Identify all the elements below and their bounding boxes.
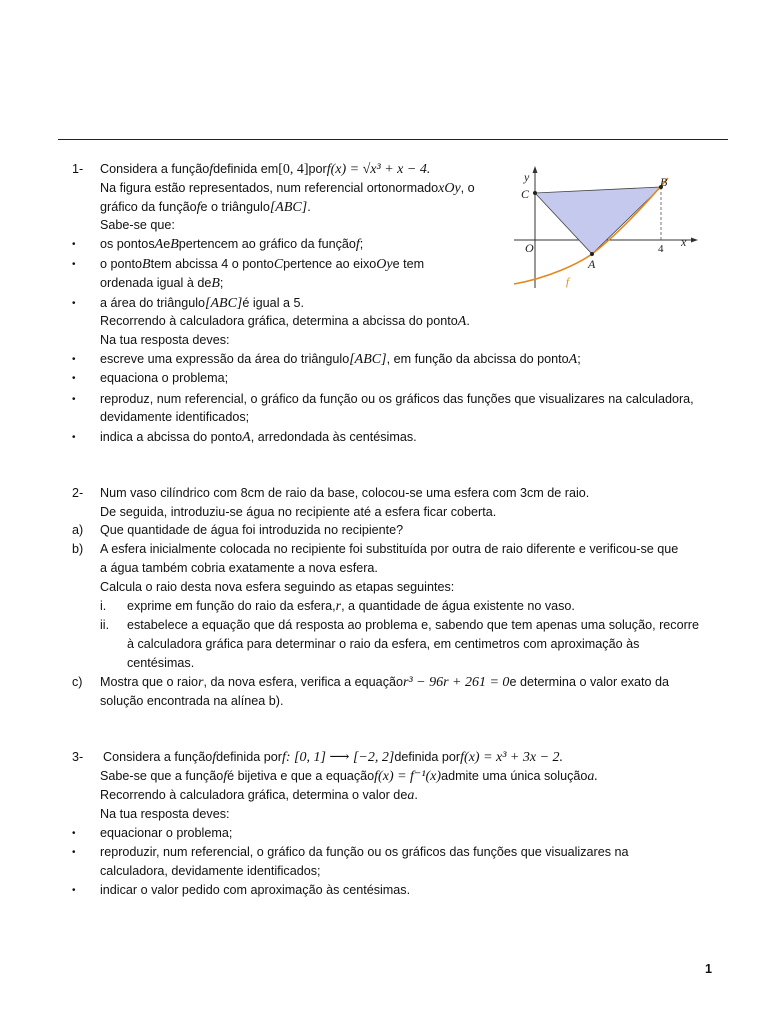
text-run: o ponto: [100, 257, 143, 271]
bullet: •: [72, 828, 76, 839]
item-number: a): [72, 523, 84, 537]
bullet: •: [72, 432, 76, 443]
text-run: Num vaso cilíndrico com 8cm de raio da base, colocou-se uma esfera com 3cm de raio.: [100, 486, 590, 500]
text-line: [0, 654, 768, 673]
text-run: , da nova esfera, verifica a equação: [203, 675, 403, 689]
math-expression: f(x) = f⁻¹(x): [374, 769, 442, 784]
math-expression: f: [0, 1] ⟶ [−2, 2]: [281, 750, 395, 765]
triangle-abc: [535, 187, 661, 254]
text-line: [0, 862, 768, 881]
item-number: 1-: [72, 162, 84, 176]
text-line: [0, 881, 768, 900]
label-4: 4: [658, 243, 664, 255]
text-line: [0, 692, 768, 711]
text-run: ;: [359, 237, 364, 251]
text-run: e tem: [392, 257, 425, 271]
math-expression: B: [142, 257, 151, 272]
bullet: •: [72, 259, 76, 270]
text-run: equaciona o problema;: [100, 371, 229, 385]
text-run: é bijetiva e que a equação: [227, 769, 375, 783]
text-run: , a quantidade de água existente no vaso.: [341, 599, 575, 613]
text-run: Considera a função: [100, 162, 210, 176]
x-axis-arrow: [691, 238, 698, 243]
text-line: [0, 767, 768, 786]
bullet: •: [72, 354, 76, 365]
math-expression: [0, 4]: [278, 162, 309, 177]
point-a: [590, 252, 594, 256]
label-y: y: [524, 170, 530, 184]
text-run: é igual a 5.: [242, 296, 304, 310]
text-run: estabelece a equação que dá resposta ao problema e, sabendo que tem apenas uma solução, recorre: [127, 618, 700, 632]
text-run: reproduz, num referencial, o gráfico da função ou os gráficos das funções que visualizares na calculadora,: [100, 392, 694, 406]
math-expression: [ABC]: [205, 296, 243, 311]
math-expression: r³ − 96r + 261 = 0: [403, 675, 510, 690]
text-line: [0, 521, 768, 540]
text-line: [0, 294, 768, 313]
text-run: Sabe-se que:: [100, 218, 175, 232]
label-b: B: [660, 175, 668, 189]
text-run: à calculadora gráfica para determinar o raio da esfera, em centimetros com aproximação às: [127, 637, 640, 651]
label-x: x: [681, 235, 687, 249]
page-number: 1: [705, 962, 713, 976]
text-run: ;: [219, 276, 224, 290]
text-run: gráfico da função: [100, 200, 197, 214]
label-c: C: [521, 187, 530, 201]
text-run: .: [414, 788, 418, 802]
label-o: O: [525, 241, 534, 255]
text-line: [0, 559, 768, 578]
text-run: Recorrendo à calculadora gráfica, determina a abcissa do ponto: [100, 314, 458, 328]
text-line: [0, 843, 768, 862]
text-run: pertence ao eixo: [283, 257, 377, 271]
bullet: •: [72, 394, 76, 405]
text-run: , arredondada às centésimas.: [250, 430, 417, 444]
y-axis-arrow: [533, 166, 538, 173]
top-rule: [58, 139, 728, 140]
text-line: [0, 635, 768, 654]
math-expression: r: [335, 599, 342, 614]
math-expression: [ABC]: [269, 200, 308, 215]
text-run: .: [307, 200, 311, 214]
triangle-graph-figure: [508, 160, 704, 290]
item-number: 2-: [72, 486, 84, 500]
math-expression: f: [196, 200, 201, 215]
text-run: De seguida, introduziu-se água no recipiente até a esfera ficar coberta.: [100, 505, 497, 519]
math-expression: f: [209, 162, 214, 177]
text-run: Na figura estão representados, num referencial ortonormado: [100, 181, 439, 195]
text-run: solução encontrada na alínea b).: [100, 694, 284, 708]
text-line: [0, 597, 768, 616]
text-run: centésimas.: [127, 656, 195, 670]
text-line: [0, 748, 768, 767]
math-expression: f(x) = x³ + 3x − 2.: [460, 750, 564, 765]
text-run: tem abcissa 4 o ponto: [150, 257, 274, 271]
text-line: [0, 408, 768, 427]
math-expression: A: [568, 352, 578, 367]
math-expression: C: [273, 257, 284, 272]
text-run: definida por: [216, 750, 282, 764]
text-run: e o triângulo: [200, 200, 270, 214]
text-run: definida em: [213, 162, 279, 176]
label-a: A: [588, 257, 596, 271]
item-number: c): [72, 675, 83, 689]
text-run: A esfera inicialmente colocada no recipiente foi substituída por outra de raio diferente e verificou-se que: [100, 542, 679, 556]
bullet: •: [72, 298, 76, 309]
text-run: por: [308, 162, 327, 176]
math-expression: xOy: [438, 181, 461, 196]
text-run: calculadora, devidamente identificados;: [100, 864, 321, 878]
text-run: admite uma única solução: [441, 769, 588, 783]
text-line: [0, 503, 768, 522]
text-line: [0, 369, 768, 388]
text-line: [0, 331, 768, 350]
text-run: Mostra que o raio: [100, 675, 199, 689]
math-expression: B: [211, 276, 220, 291]
label-f: f: [566, 276, 570, 288]
text-run: equacionar o problema;: [100, 826, 233, 840]
text-line: [0, 428, 768, 447]
text-run: Considera a função: [103, 750, 213, 764]
text-run: Na tua resposta deves:: [100, 807, 230, 821]
text-run: a água também cobria exatamente a nova esfera.: [100, 561, 378, 575]
point-c: [533, 191, 537, 195]
text-run: ;: [577, 352, 581, 366]
text-run: , o: [460, 181, 475, 195]
math-expression: Oy: [376, 257, 393, 272]
text-run: e: [163, 237, 171, 251]
text-line: [0, 484, 768, 503]
text-line: [0, 390, 768, 409]
text-line: [0, 578, 768, 597]
math-expression: f(x) = √x³ + x − 4.: [326, 162, 431, 177]
text-line: [0, 350, 768, 369]
math-expression: f: [355, 237, 360, 252]
text-run: e determina o valor exato da: [509, 675, 670, 689]
bullet: •: [72, 373, 76, 384]
text-run: a área do triângulo: [100, 296, 206, 310]
text-run: , em função da abcissa do ponto: [386, 352, 569, 366]
text-line: [0, 312, 768, 331]
math-expression: a.: [587, 769, 598, 784]
math-expression: A: [457, 314, 467, 329]
text-run: devidamente identificados;: [100, 410, 250, 424]
math-expression: A: [242, 430, 251, 445]
bullet: •: [72, 847, 76, 858]
text-line: [0, 824, 768, 843]
text-run: os pontos: [100, 237, 155, 251]
item-number: 3-: [72, 750, 84, 764]
math-expression: f: [223, 769, 228, 784]
text-run: Recorrendo à calculadora gráfica, determina o valor de: [100, 788, 408, 802]
math-expression: r: [198, 675, 204, 690]
text-run: Na tua resposta deves:: [100, 333, 230, 347]
text-run: Que quantidade de água foi introduzida no recipiente?: [100, 523, 404, 537]
bullet: •: [72, 885, 76, 896]
math-expression: a: [407, 788, 415, 803]
math-expression: [ABC]: [349, 352, 387, 367]
text-run: reproduzir, num referencial, o gráfico da função ou os gráficos das funções que visualizares na: [100, 845, 629, 859]
text-line: [0, 616, 768, 635]
text-line: [0, 786, 768, 805]
item-number: i.: [100, 599, 107, 613]
text-run: pertencem ao gráfico da função: [178, 237, 356, 251]
text-run: exprime em função do raio da esfera,: [127, 599, 336, 613]
text-run: definida por: [394, 750, 461, 764]
text-line: [0, 805, 768, 824]
math-expression: f: [212, 750, 217, 765]
item-number: b): [72, 542, 84, 556]
text-line: [0, 673, 768, 692]
text-run: escreve uma expressão da área do triângulo: [100, 352, 350, 366]
text-run: Calcula o raio desta nova esfera seguindo as etapas seguintes:: [100, 580, 455, 594]
math-expression: B: [170, 237, 179, 252]
bullet: •: [72, 239, 76, 250]
text-run: Sabe-se que a função: [100, 769, 224, 783]
item-number: ii.: [100, 618, 110, 632]
text-run: ordenada igual à de: [100, 276, 212, 290]
text-run: .: [466, 314, 470, 328]
text-run: indicar o valor pedido com aproximação às centésimas.: [100, 883, 411, 897]
text-line: [0, 540, 768, 559]
math-expression: A: [154, 237, 164, 252]
text-run: indica a abcissa do ponto: [100, 430, 243, 444]
